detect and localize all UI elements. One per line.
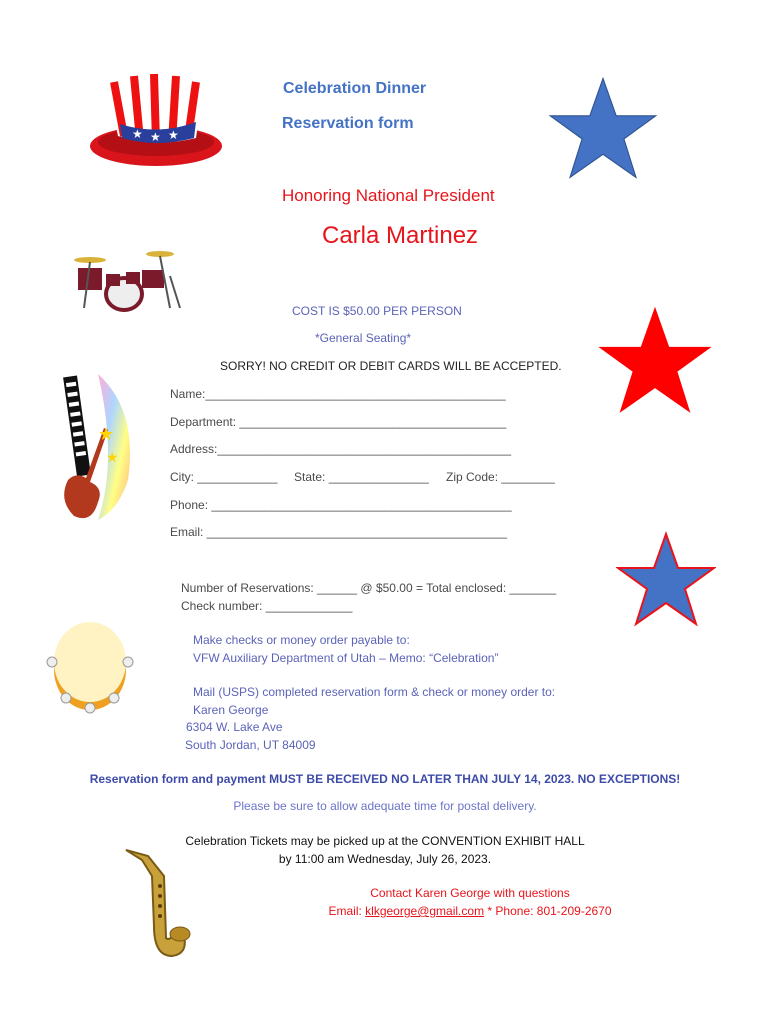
zip-field[interactable]: Zip Code: ________ [446,470,555,484]
payable-to: VFW Auxiliary Department of Utah – Memo: “Celebration” [193,651,499,665]
svg-text:★: ★ [168,128,179,142]
form-title: Reservation form [282,115,414,132]
contact-line: Contact Karen George with questions [370,886,570,900]
reservations-count-field[interactable]: Number of Reservations: ______ @ $50.00 = Total enclosed: _______ [181,581,557,595]
blue-star-icon [548,74,658,184]
guitar-keyboard-icon [58,370,142,524]
contact-info [85,904,770,918]
red-star-icon [596,302,714,420]
mail-line: Mail (USPS) completed reservation form & check or money order to: [193,685,556,699]
payable-line: Make checks or money order payable to: [193,633,410,647]
svg-text:★: ★ [150,130,161,144]
recipient-city: South Jordan, UT 84009 [185,738,316,752]
phone-text: * Phone: 801-209-2670 [484,904,612,918]
drum-kit-icon [70,246,186,316]
event-title: Celebration Dinner [283,80,427,97]
svg-text:★: ★ [132,127,143,141]
department-field[interactable]: Department: ________________________________________ [170,415,507,429]
honoring-line: Honoring National President [282,186,495,205]
blue-star-red-outline-icon [616,530,716,630]
svg-text:★: ★ [106,450,119,466]
phone-field[interactable]: Phone: _____________________________________________ [170,498,512,512]
honoree-name: Carla Martinez [322,222,479,249]
svg-text:★: ★ [98,424,115,445]
address-field[interactable]: Address:____________________________________________ [170,442,512,456]
email-label: Email: [328,904,366,918]
recipient-name: Karen George [193,703,269,717]
state-field[interactable]: State: _______________ [294,470,429,484]
seating-line: *General Seating* [315,331,412,345]
recipient-street: 6304 W. Lake Ave [186,720,283,734]
city-field[interactable]: City: ____________ [170,470,278,484]
tambourine-icon [46,618,134,714]
tickets-line-2: by 11:00 am Wednesday, July 26, 2023. [278,852,492,866]
tickets-line-1: Celebration Tickets may be picked up at the CONVENTION EXHIBIT HALL [185,834,585,848]
uncle-sam-hat-icon [84,68,226,170]
email-field[interactable]: Email: _____________________________________________ [170,525,507,539]
no-cards-notice: SORRY! NO CREDIT OR DEBIT CARDS WILL BE ACCEPTED. [220,359,562,373]
postal-notice: Please be sure to allow adequate time for postal delivery. [233,799,537,813]
check-number-field[interactable]: Check number: _____________ [181,599,353,613]
email-link[interactable]: klkgeorge@gmail.com [365,904,485,918]
name-field[interactable]: Name:_____________________________________________ [170,387,506,401]
deadline-notice: Reservation form and payment MUST BE RECEIVED NO LATER THAN JULY 14, 2023. NO EXCEPTIONS! [89,772,681,786]
cost-line: COST IS $50.00 PER PERSON [292,304,462,318]
